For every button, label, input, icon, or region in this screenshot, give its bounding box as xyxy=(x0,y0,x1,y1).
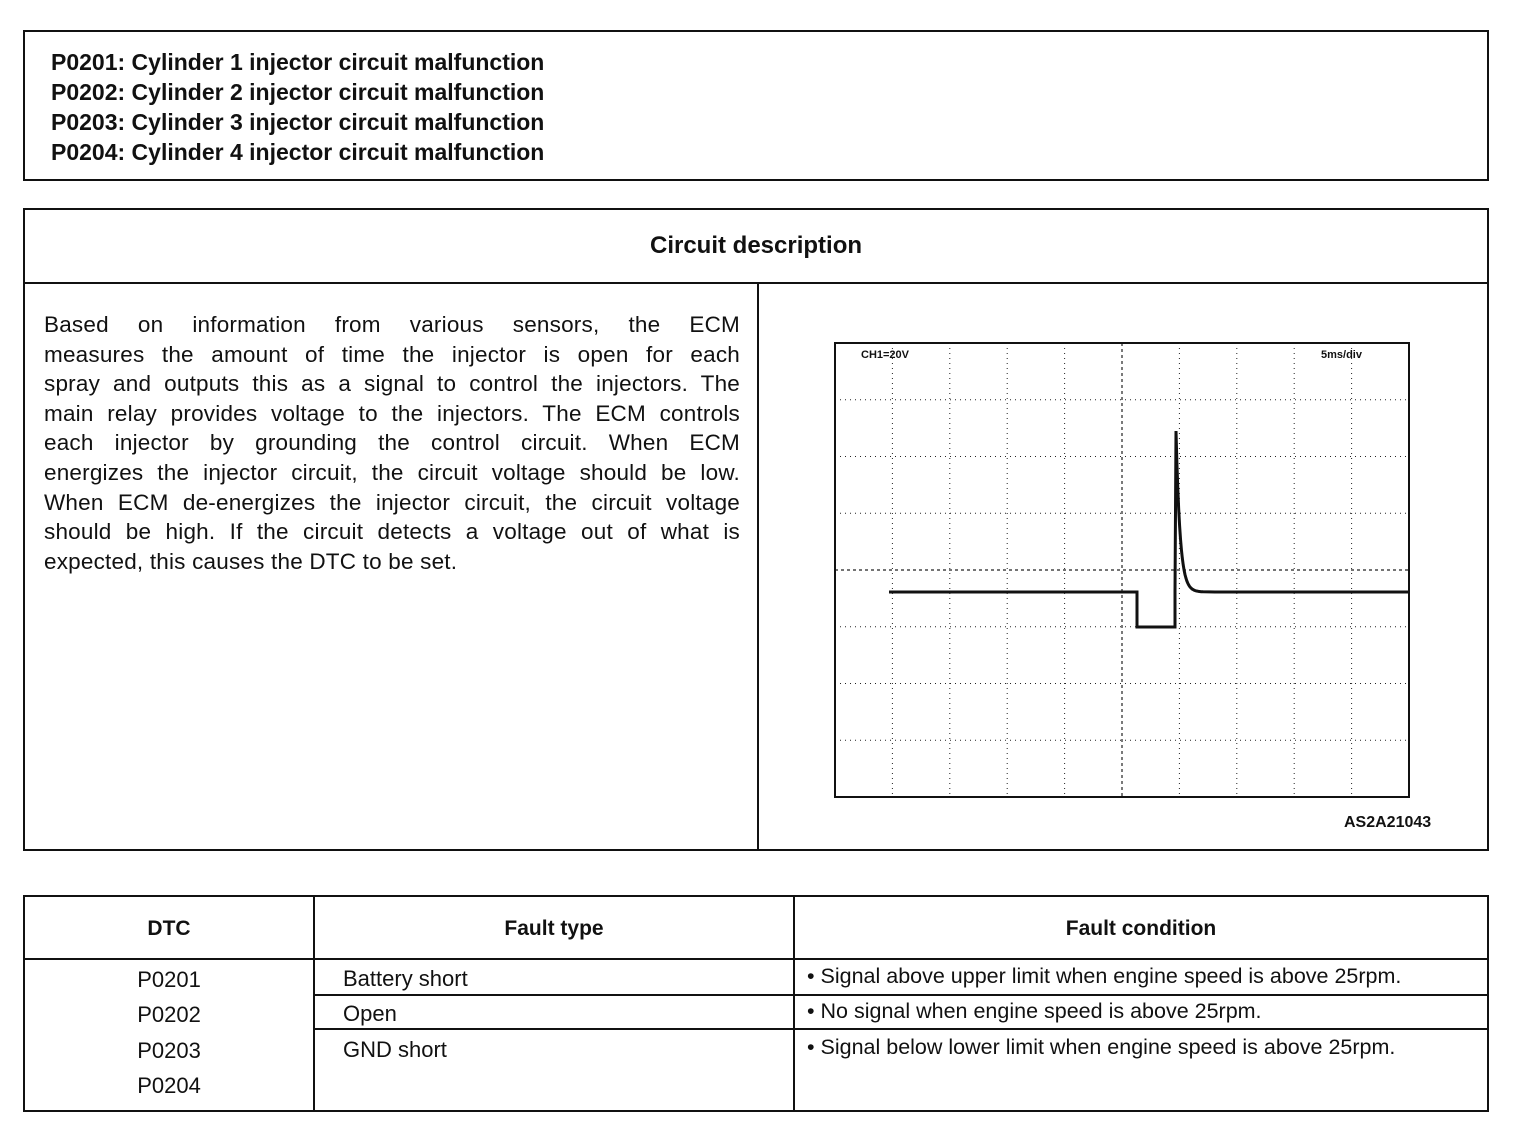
fault-condition-cell: • Signal above upper limit when engine speed is above 25rpm. xyxy=(807,964,1402,988)
circuit-description-box xyxy=(23,208,1489,851)
dtc-code: P0204 xyxy=(137,1073,201,1098)
header-fault-condition: Fault condition xyxy=(1065,916,1217,940)
table-row-divider xyxy=(313,994,1487,996)
dtc-header-box xyxy=(23,30,1489,181)
timebase-label: 5ms/div xyxy=(1321,349,1362,361)
injector-voltage-trace xyxy=(889,431,1409,627)
dtc-code: P0202 xyxy=(137,1002,201,1027)
description-line: main relay provides voltage to the injectors. The ECM controls xyxy=(44,400,740,426)
dtc-code-line: P0201: Cylinder 1 injector circuit malfunction xyxy=(51,49,545,75)
scope-grid xyxy=(835,343,1409,797)
fault-condition-cell: • Signal below lower limit when engine speed is above 25rpm. xyxy=(807,1035,1396,1059)
table-header-divider xyxy=(25,958,1487,960)
table-row-divider xyxy=(313,1028,1487,1030)
fault-type-cell: Battery short xyxy=(343,966,468,991)
dtc-code-line: P0203: Cylinder 3 injector circuit malfunction xyxy=(51,109,545,135)
header-fault-type: Fault type xyxy=(504,916,604,940)
fault-type-cell: Open xyxy=(343,1001,397,1026)
dtc-code-line: P0204: Cylinder 4 injector circuit malfunction xyxy=(51,139,545,165)
description-line: spray and outputs this as a signal to control the injectors. The xyxy=(44,371,740,397)
description-line: expected, this causes the DTC to be set. xyxy=(44,548,458,574)
dtc-code-line: P0202: Cylinder 2 injector circuit malfunction xyxy=(51,79,545,105)
header-dtc: DTC xyxy=(147,916,191,940)
figure-id: AS2A21043 xyxy=(1344,814,1432,831)
dtc-table xyxy=(23,895,1489,1112)
dtc-code: P0201 xyxy=(137,967,201,992)
oscilloscope-figure xyxy=(833,341,1413,806)
circuit-title: Circuit description xyxy=(649,232,863,259)
fault-type-cell: GND short xyxy=(343,1037,447,1062)
description-line: Based on information from various sensors, the ECM xyxy=(44,312,740,337)
oscilloscope-screen xyxy=(833,341,1413,801)
table-column-divider xyxy=(793,897,795,1110)
description-line: measures the amount of time the injector is open for each xyxy=(44,341,740,367)
description-line: When ECM de-energizes the injector circuit, the circuit voltage xyxy=(44,489,740,515)
description-line: each injector by grounding the control circuit. When ECM xyxy=(44,430,740,456)
description-line: energizes the injector circuit, the circuit voltage should be low. xyxy=(44,459,740,485)
circuit-description-text xyxy=(44,310,740,576)
circuit-title-row xyxy=(25,210,1487,284)
column-divider xyxy=(757,284,759,851)
fault-condition-cell: • No signal when engine speed is above 25rpm. xyxy=(807,999,1262,1023)
table-column-divider xyxy=(313,897,315,1110)
channel-scale-label: CH1=20V xyxy=(861,349,910,361)
dtc-code: P0203 xyxy=(137,1038,201,1063)
description-line: should be high. If the circuit detects a voltage out of what is xyxy=(44,519,740,545)
